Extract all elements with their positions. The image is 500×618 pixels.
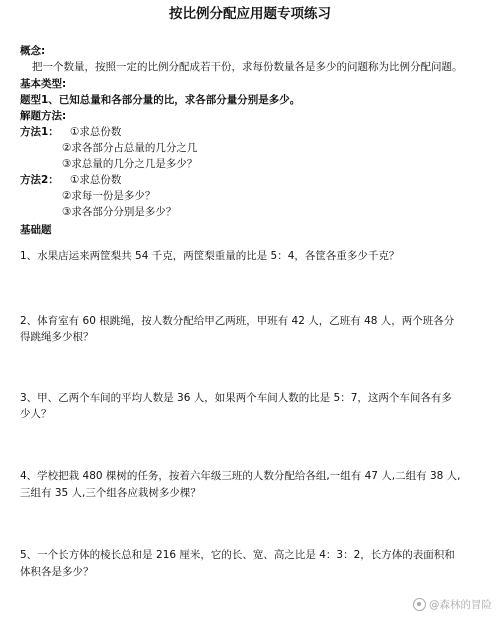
type1-statement: 题型1、已知总量和各部分量的比，求各部分量分别是多少。 bbox=[20, 94, 301, 106]
method1-step: ②求各部分占总量的几分之几 bbox=[62, 142, 198, 154]
question-5-line: 体积各是多少？ bbox=[20, 566, 94, 578]
watermark-text: @森林的冒险 bbox=[429, 599, 492, 611]
question-1-line: 1、水果店运来两筐梨共 54 千克，两筐梨重量的比是 5：4，各筐各重多少千克？ bbox=[20, 250, 400, 262]
method1-step: ③求总量的几分之几是多少？ bbox=[62, 158, 198, 170]
page-title: 按比例分配应用题专项练习 bbox=[169, 6, 331, 22]
solution-heading: 解题方法: bbox=[20, 110, 67, 122]
basic-type-heading: 基本类型: bbox=[20, 78, 67, 90]
question-3-line: 3、甲、乙两个车间的平均人数是 36 人，如果两个车间人数的比是 5：7，这两个车间各有多 bbox=[20, 392, 452, 404]
question-4-line: 4、学校把栽 480 棵树的任务，按着六年级三班的人数分配给各组,一组有 47 人,二组有 38 人, bbox=[20, 470, 461, 482]
method2-step: ①求总份数 bbox=[70, 174, 122, 186]
question-3-line: 少人？ bbox=[20, 408, 52, 420]
method2-label: 方法2： bbox=[20, 174, 59, 186]
question-2-line: 得跳绳多少根？ bbox=[20, 331, 94, 343]
concept-heading: 概念: bbox=[20, 45, 46, 57]
question-4-line: 三组有 35 人,三个组各应栽树多少棵？ bbox=[20, 487, 201, 499]
method2-step: ②求每一份是多少？ bbox=[62, 190, 156, 202]
method1-step: ①求总份数 bbox=[70, 126, 122, 138]
method2-step: ③求各部分分别是多少？ bbox=[62, 206, 177, 218]
watermark bbox=[413, 597, 492, 612]
question-2-line: 2、体育室有 60 根跳绳，按人数分配给甲乙两班，甲班有 42 人，乙班有 48 人，两个班各分 bbox=[20, 315, 455, 327]
method1-label: 方法1： bbox=[20, 126, 59, 138]
circle-logo-icon bbox=[413, 598, 426, 611]
basics-heading: 基础题 bbox=[20, 224, 52, 236]
question-5-line: 5、一个长方体的棱长总和是 216 厘米，它的长、宽、高之比是 4：3：2，长方体的表面积和 bbox=[20, 549, 455, 561]
concept-text: 把一个数量，按照一定的比例分配成若干份，求每份数量各是多少的问题称为比例分配问题。 bbox=[32, 61, 463, 73]
